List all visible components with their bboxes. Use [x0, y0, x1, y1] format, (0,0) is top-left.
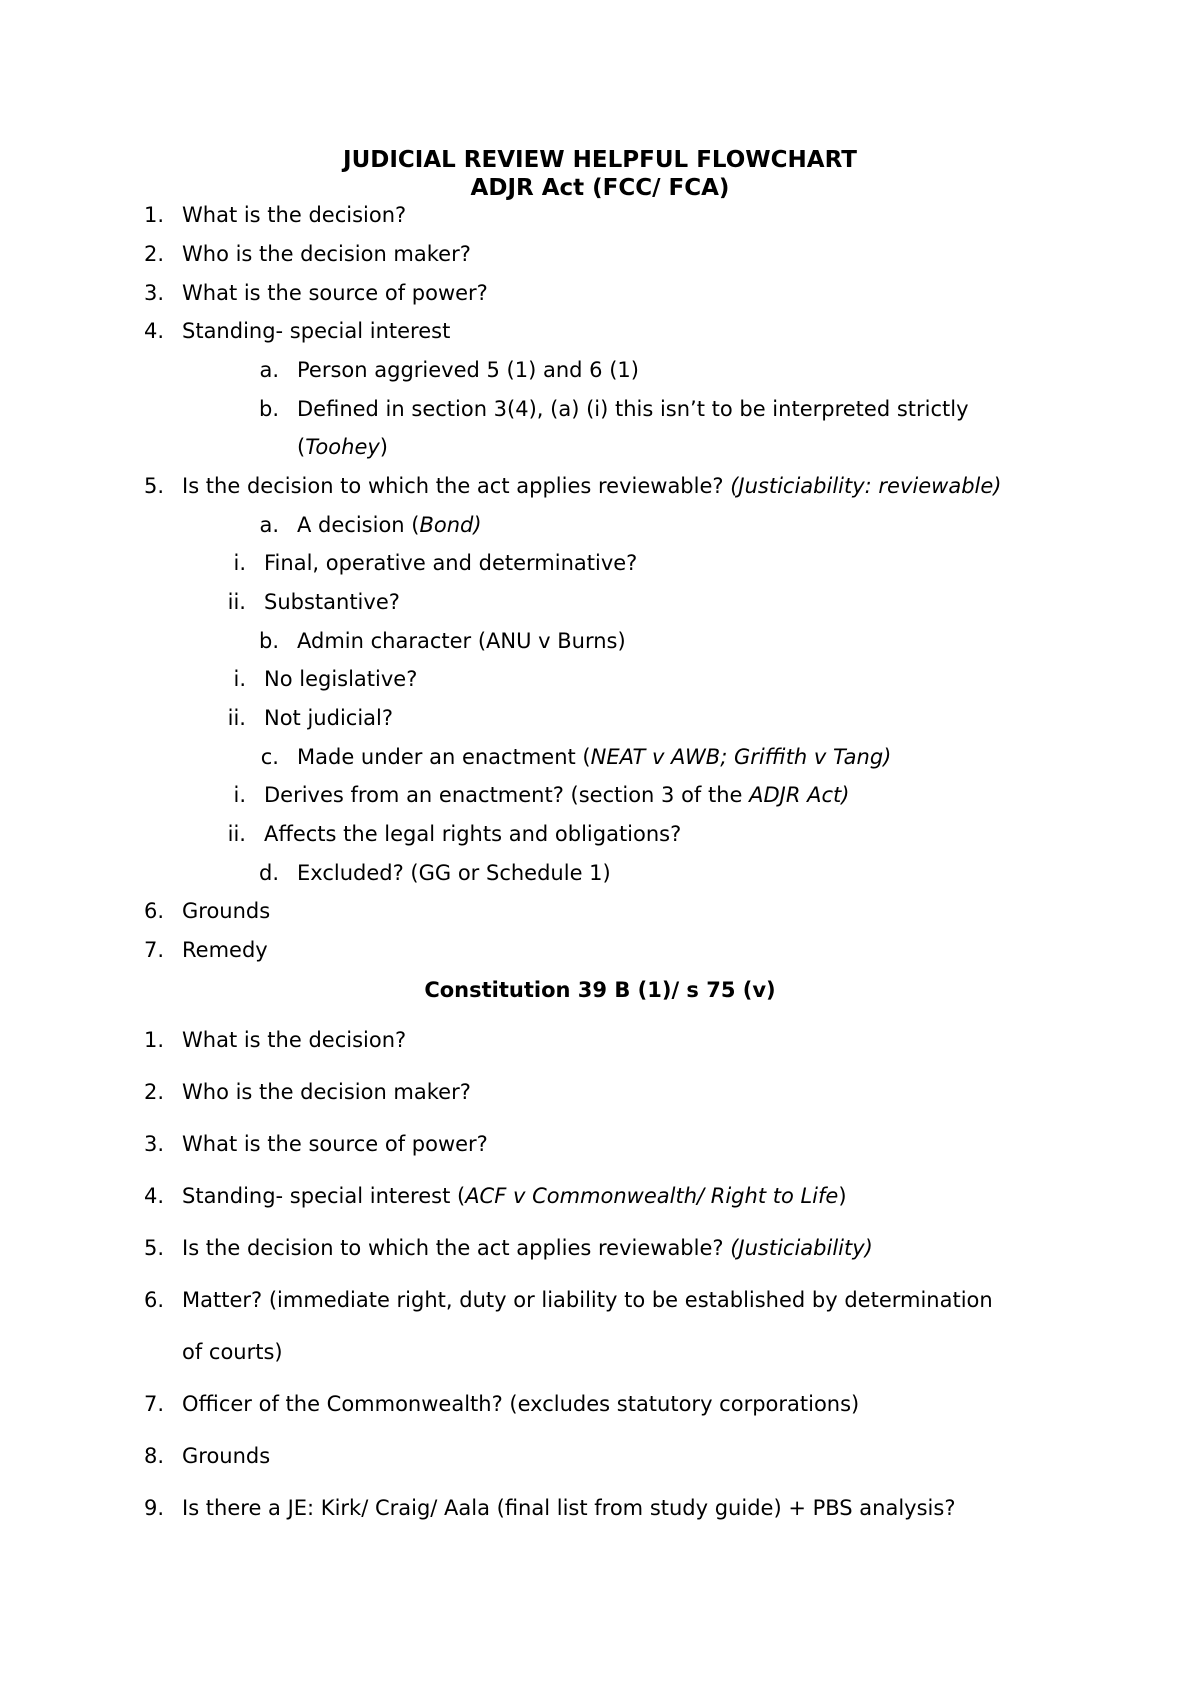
list-number: 3. — [143, 1132, 164, 1156]
list-subitem: Excluded? (GG or Schedule 1) — [297, 861, 611, 885]
paren-close: ) — [379, 435, 388, 459]
item-text: Is the decision to which the act applies reviewable? — [182, 1236, 731, 1260]
case-name: Bond) — [419, 513, 482, 537]
list-number: 7. — [143, 1392, 164, 1416]
list-subitem: Admin character (ANU v Burns) — [297, 629, 626, 653]
list-subsubitem — [264, 782, 849, 808]
page-subtitle: ADJR Act (FCC/ FCA) — [470, 175, 730, 201]
list-subsubitem: Substantive? — [264, 590, 400, 614]
list-letter: b. — [258, 629, 279, 653]
list-item: What is the source of power? — [182, 281, 488, 305]
list-item: Standing- special interest — [182, 319, 451, 343]
list-letter: b. — [258, 397, 279, 421]
paren-close: ) — [838, 1184, 847, 1208]
item-text: Standing- special interest ( — [182, 1184, 466, 1208]
list-letter: c. — [260, 745, 279, 769]
list-item: Who is the decision maker? — [182, 1080, 471, 1104]
page-title: JUDICIAL REVIEW HELPFUL FLOWCHART — [343, 147, 857, 173]
section-heading: Constitution 39 B (1)/ s 75 (v) — [424, 978, 776, 1002]
paren-open: ( — [297, 435, 306, 459]
case-name: ACF v Commonwealth/ Right to Life — [465, 1184, 839, 1208]
list-subsubitem: Not judicial? — [264, 706, 394, 730]
list-number: 1. — [143, 1028, 164, 1052]
list-number: 4. — [143, 319, 164, 343]
list-letter: d. — [258, 861, 279, 885]
list-number: 5. — [143, 1236, 164, 1260]
item-emphasis: (Justiciability: reviewable) — [730, 474, 1002, 498]
list-subsubitem: Affects the legal rights and obligations? — [264, 822, 682, 846]
list-number: 5. — [143, 474, 164, 498]
list-item: What is the source of power? — [182, 1132, 488, 1156]
list-subsubitem: Final, operative and determinative? — [264, 551, 638, 575]
list-number: 6. — [143, 1288, 164, 1312]
item-text: Made under an enactment ( — [297, 745, 591, 769]
list-item: What is the decision? — [182, 1028, 407, 1052]
list-number: 6. — [143, 899, 164, 923]
list-roman: ii. — [227, 822, 246, 846]
list-letter: a. — [259, 358, 279, 382]
list-item — [182, 1183, 847, 1209]
list-number: 8. — [143, 1444, 164, 1468]
list-item: Matter? (immediate right, duty or liability to be established by determination — [182, 1288, 993, 1312]
list-item: Is there a JE: Kirk/ Craig/ Aala (final list from study guide) + PBS analysis? — [182, 1496, 956, 1520]
list-subsubitem: No legislative? — [264, 667, 418, 691]
list-item: Officer of the Commonwealth? (excludes statutory corporations) — [182, 1392, 860, 1416]
list-roman: i. — [233, 667, 246, 691]
case-name: NEAT v AWB; Griffith v Tang) — [590, 745, 892, 769]
list-item: Grounds — [182, 1444, 271, 1468]
list-item — [182, 473, 1001, 499]
list-number: 7. — [143, 938, 164, 962]
item-text: Derives from an enactment? (section 3 of the — [264, 783, 750, 807]
list-item: Remedy — [182, 938, 268, 962]
case-name: Toohey — [305, 435, 380, 459]
list-subitem-continuation — [297, 434, 388, 460]
list-number: 2. — [143, 242, 164, 266]
act-name: ADJR Act) — [749, 783, 850, 807]
list-number: 3. — [143, 281, 164, 305]
list-subitem: Person aggrieved 5 (1) and 6 (1) — [297, 358, 639, 382]
list-item — [182, 1235, 873, 1261]
list-number: 4. — [143, 1184, 164, 1208]
list-item: Who is the decision maker? — [182, 242, 471, 266]
list-subitem — [297, 744, 891, 770]
list-number: 1. — [143, 203, 164, 227]
list-item-continuation: of courts) — [182, 1340, 283, 1364]
list-number: 9. — [143, 1496, 164, 1520]
list-roman: i. — [233, 551, 246, 575]
list-item: Grounds — [182, 899, 271, 923]
list-letter: a. — [259, 513, 279, 537]
list-subitem — [297, 512, 482, 538]
list-number: 2. — [143, 1080, 164, 1104]
list-subitem: Defined in section 3(4), (a) (i) this isn’t to be interpreted strictly — [297, 397, 969, 421]
item-text: A decision ( — [297, 513, 420, 537]
list-roman: ii. — [227, 590, 246, 614]
item-text: Is the decision to which the act applies reviewable? — [182, 474, 731, 498]
list-item: What is the decision? — [182, 203, 407, 227]
list-roman: i. — [233, 783, 246, 807]
item-emphasis: (Justiciability) — [730, 1236, 873, 1260]
list-roman: ii. — [227, 706, 246, 730]
